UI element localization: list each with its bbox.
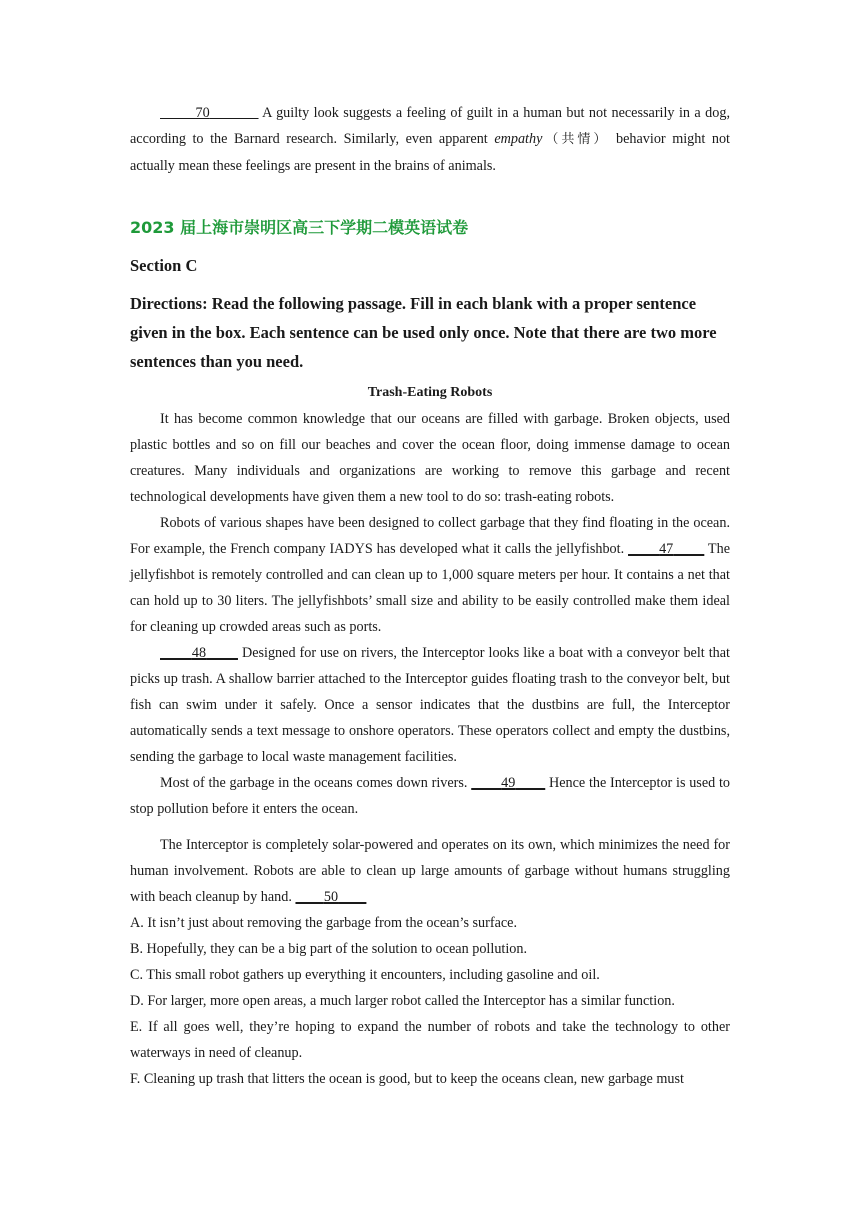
exam-title: 2023 届上海市崇明区高三下学期二模英语试卷 <box>130 218 469 237</box>
paragraph-text: Most of the garbage in the oceans comes down rivers. <box>160 775 472 791</box>
passage-paragraph-2 <box>130 510 730 640</box>
option-f: F. Cleaning up trash that litters the ocean is good, but to keep the oceans clean, new garbage must <box>130 1071 684 1087</box>
answer-blank-49 <box>471 775 545 791</box>
passage-paragraph-4 <box>130 770 730 822</box>
passage-paragraph-3 <box>130 640 730 770</box>
blank-number: 47 <box>659 541 674 557</box>
emphasized-word: empathy <box>494 131 543 147</box>
section-label: Section C <box>130 256 198 275</box>
paragraph-text: Hence the Interceptor is used to stop pollution before it enters the ocean. <box>130 775 730 817</box>
answer-blank-47 <box>628 541 704 557</box>
paragraph-text: A guilty look suggests a feeling of guilt in a human but not necessarily in a dog, according to the Barnard research. Similarly, even apparent <box>130 105 730 147</box>
document-body <box>130 100 730 1092</box>
option-a: A. It isn’t just about removing the garbage from the ocean’s surface. <box>130 915 518 931</box>
option-c: C. This small robot gathers up everything it encounters, including gasoline and oil. <box>130 967 600 983</box>
blank-number: 70 <box>195 105 210 121</box>
passage-paragraph-1: It has become common knowledge that our oceans are filled with garbage. Broken objects, used plastic bottles and so on fill our beaches and cover the ocean floor, doing immense damage to ocean creatures. Many individuals and organizations are working to remove this garbage and recent technological developments have given them a new tool to do so: trash-eating robots. <box>130 411 730 505</box>
chinese-note: （共情） <box>542 132 610 147</box>
option-b: B. Hopefully, they can be a big part of the solution to ocean pollution. <box>130 941 528 957</box>
paragraph-text: Robots of various shapes have been designed to collect garbage that they find floating in the ocean. For example, the French company IADYS has developed what it calls the jellyfishbot. <box>130 515 730 557</box>
passage-paragraph-5 <box>130 832 730 910</box>
previous-paragraph <box>130 100 730 179</box>
blank-number: 49 <box>501 775 516 791</box>
paragraph-text: The jellyfishbot is remotely controlled and can clean up to 1,000 square meters per hour. It contains a net that can hold up to 30 liters. The jellyfishbots’ small size and ability to be easily controlled make them ideal for cleaning up crowded areas such as ports. <box>130 541 730 635</box>
paragraph-text: The Interceptor is completely solar-powered and operates on its own, which minimizes the need for human involvement. Robots are able to clean up large amounts of garbage without humans struggling with beach cleanup by hand. <box>130 837 730 905</box>
option-e: E. If all goes well, they’re hoping to expand the number of robots and take the technology to other waterways in need of cleanup. <box>130 1019 730 1061</box>
blank-number: 48 <box>191 645 207 661</box>
answer-blank-48 <box>160 645 238 661</box>
blank-number: 50 <box>323 889 339 905</box>
paragraph-text: behavior might not actually mean these feelings are present in the brains of animals. <box>130 131 730 174</box>
paragraph-text: Designed for use on rivers, the Interceptor looks like a boat with a conveyor belt that picks up trash. A shallow barrier attached to the Interceptor guides floating trash to the conveyor belt, but fish can swim under it safely. Once a sensor indicates that the dustbins are full, the Interceptor automatically sends a text message to onshore operators. These operators collect and empty the dustbins, sending the garbage to local waste management facilities. <box>130 645 730 765</box>
option-d: D. For larger, more open areas, a much larger robot called the Interceptor has a similar function. <box>130 993 675 1009</box>
answer-blank-50 <box>295 889 366 905</box>
answer-blank-70 <box>160 105 259 121</box>
passage-title: Trash-Eating Robots <box>367 385 493 400</box>
directions: Directions: Read the following passage. Fill in each blank with a proper sentence given in the box. Each sentence can be used only once. Note that there are two more sentences than you need. <box>130 294 717 371</box>
